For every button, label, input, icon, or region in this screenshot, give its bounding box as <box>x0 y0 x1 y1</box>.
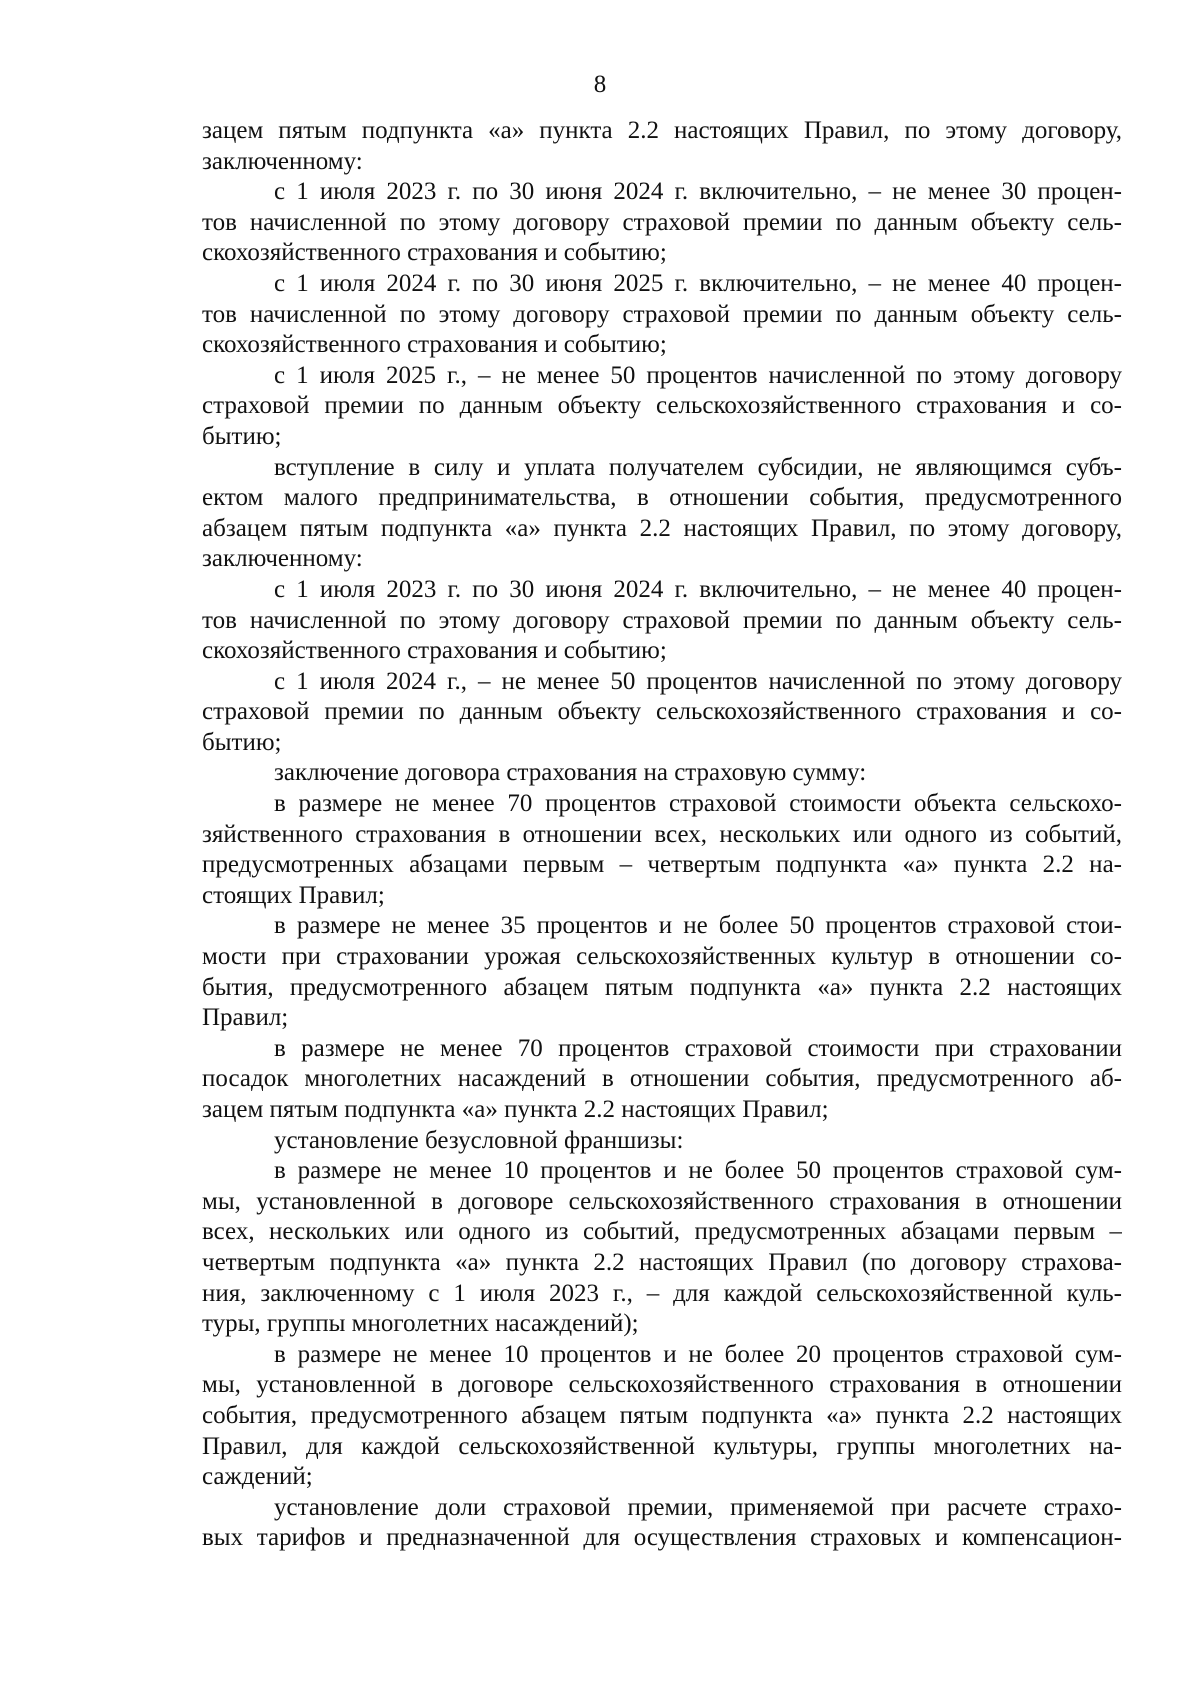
text-line: саждений; <box>202 1463 313 1491</box>
text-line: зацем пятым подпункта «а» пункта 2.2 настоящих Правил; <box>202 1096 829 1123</box>
text-line: вых тарифов и предназначенной для осуществления страховых и компенсацион- <box>202 1524 1122 1552</box>
text-line: в размере не менее 70 процентов страховой стоимости при страховании <box>274 1034 1122 1062</box>
text-line: бытия, предусмотренного абзацем пятым подпункта «а» пункта 2.2 настоящих <box>202 973 1122 1001</box>
text-line: скохозяйственного страхования и событию; <box>202 331 667 359</box>
text-line: заключение договора страхования на страховую сумму: <box>274 759 867 787</box>
text-line: с 1 июля 2023 г. по 30 июня 2024 г. включительно, – не менее 40 процен- <box>274 575 1122 603</box>
text-line: страховой премии по данным объекту сельскохозяйственного страхования и со- <box>202 698 1122 726</box>
text-line: мы, установленной в договоре сельскохозяйственного страхования в отношении <box>202 1371 1122 1399</box>
text-line: зяйственного страхования в отношении всех, нескольких или одного из событий, <box>202 820 1122 848</box>
document-body <box>202 116 1122 1554</box>
text-line: вступление в силу и уплата получателем субсидии, не являющимся субъ- <box>274 453 1122 481</box>
text-line: всех, нескольких или одного из событий, предусмотренных абзацами первым – <box>202 1218 1122 1246</box>
text-line: с 1 июля 2024 г. по 30 июня 2025 г. включительно, – не менее 40 процен- <box>274 269 1122 297</box>
text-line: тов начисленной по этому договору страховой премии по данным объекту сель- <box>202 300 1122 328</box>
text-line: с 1 июля 2025 г., – не менее 50 процентов начисленной по этому договору <box>274 361 1122 389</box>
text-line: мы, установленной в договоре сельскохозяйственного страхования в отношении <box>202 1187 1122 1215</box>
text-line: бытию; <box>202 728 282 756</box>
text-line: Правил; <box>202 1004 289 1032</box>
text-line: скохозяйственного страхования и событию; <box>202 637 667 665</box>
text-line: ектом малого предпринимательства, в отношении события, предусмотренного <box>202 484 1122 512</box>
text-line: в размере не менее 10 процентов и не более 20 процентов страховой сум- <box>274 1340 1122 1368</box>
text-line: предусмотренных абзацами первым – четвертым подпункта «а» пункта 2.2 на- <box>202 851 1122 879</box>
text-line: стоящих Правил; <box>202 881 385 909</box>
text-line: установление безусловной франшизы: <box>274 1126 684 1154</box>
text-line: Правил, для каждой сельскохозяйственной культуры, группы многолетних на- <box>202 1432 1122 1460</box>
text-line: в размере не менее 10 процентов и не более 50 процентов страховой сум- <box>274 1157 1122 1185</box>
text-line: в размере не менее 70 процентов страховой стоимости объекта сельскохо- <box>274 790 1122 818</box>
text-line: события, предусмотренного абзацем пятым подпункта «а» пункта 2.2 настоящих <box>202 1401 1122 1429</box>
text-line: туры, группы многолетних насаждений); <box>202 1310 639 1338</box>
text-line: ния, заключенному с 1 июля 2023 г., – для каждой сельскохозяйственной куль- <box>202 1279 1122 1307</box>
text-line: мости при страховании урожая сельскохозяйственных культур в отношении со- <box>202 943 1122 971</box>
text-line: установление доли страховой премии, применяемой при расчете страхо- <box>274 1493 1122 1521</box>
page-number: 8 <box>593 71 607 98</box>
text-line: четвертым подпункта «а» пункта 2.2 настоящих Правил (по договору страхова- <box>202 1248 1122 1276</box>
text-line: заключенному: <box>202 147 363 175</box>
text-line: с 1 июля 2023 г. по 30 июня 2024 г. включительно, – не менее 30 процен- <box>274 178 1122 206</box>
text-line: заключенному: <box>202 545 363 573</box>
text-line: бытию; <box>202 422 282 450</box>
text-line: скохозяйственного страхования и событию; <box>202 239 667 267</box>
text-line: страховой премии по данным объекту сельскохозяйственного страхования и со- <box>202 392 1122 420</box>
text-line: тов начисленной по этому договору страховой премии по данным объекту сель- <box>202 208 1122 236</box>
text-line: в размере не менее 35 процентов и не более 50 процентов страховой стои- <box>274 912 1122 940</box>
text-line: абзацем пятым подпункта «а» пункта 2.2 настоящих Правил, по этому договору, <box>202 514 1122 542</box>
text-line: с 1 июля 2024 г., – не менее 50 процентов начисленной по этому договору <box>274 667 1122 695</box>
text-line: тов начисленной по этому договору страховой премии по данным объекту сель- <box>202 606 1122 634</box>
text-line: посадок многолетних насаждений в отношении события, предусмотренного аб- <box>202 1065 1122 1093</box>
text-line: зацем пятым подпункта «а» пункта 2.2 настоящих Правил, по этому договору, <box>202 117 1122 144</box>
